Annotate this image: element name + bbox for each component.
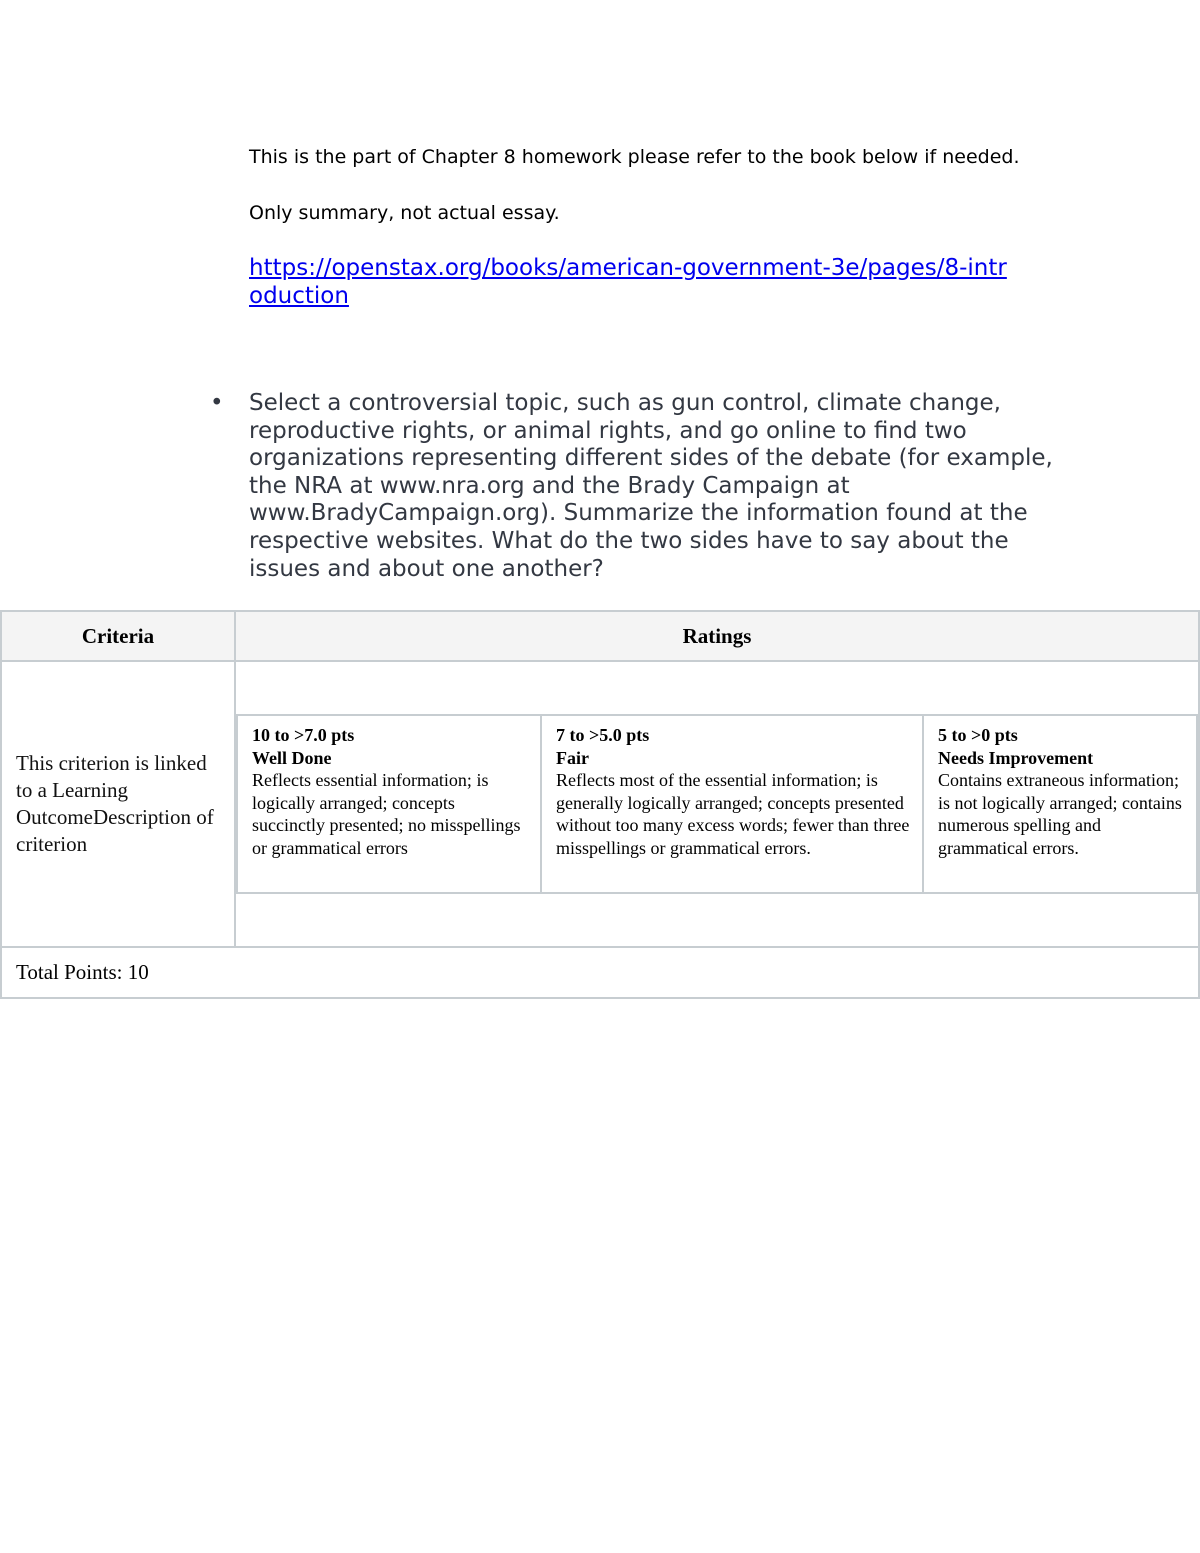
ratings-header: Ratings xyxy=(235,611,1199,661)
total-points: Total Points: 10 xyxy=(1,947,1199,998)
rating-needs-improvement xyxy=(923,715,1197,893)
criteria-header: Criteria xyxy=(1,611,235,661)
rating-name: Needs Improvement xyxy=(938,747,1094,768)
ratings-spacer-top xyxy=(236,662,1198,714)
assignment-bullet xyxy=(210,390,1070,583)
homework-note: This is the part of Chapter 8 homework please refer to the book below if needed. xyxy=(249,146,1020,168)
ratings-cell xyxy=(235,661,1199,947)
rating-points: 10 to >7.0 pts xyxy=(252,725,355,745)
criterion-description: This criterion is linked to a Learning OutcomeDescription of criterion xyxy=(1,661,235,947)
intro-section xyxy=(249,143,1049,310)
summary-note: Only summary, not actual essay. xyxy=(249,202,560,224)
rating-well-done xyxy=(237,715,541,893)
ratings-table xyxy=(236,714,1198,894)
rating-points: 7 to >5.0 pts xyxy=(556,725,650,745)
rating-name: Fair xyxy=(556,747,589,768)
rating-description: Contains extraneous information; is not logically arranged; contains numerous spelling and grammatical errors. xyxy=(938,770,1182,858)
rating-points: 5 to >0 pts xyxy=(938,725,1018,745)
rating-name: Well Done xyxy=(252,747,332,768)
rating-description: Reflects most of the essential information; is generally logically arranged; concepts presented without too many excess words; fewer than three misspellings or grammatical errors. xyxy=(556,770,910,858)
assignment-prompt: Select a controversial topic, such as gun control, climate change, reproductive rights, or animal rights, and go online to find two organizations representing different sides of the debate (for example, the NRA at www.nra.org and the Brady Campaign at www.BradyCampaign.org). Summarize the information found at the respective websites. What do the two sides have to say about the issues and about one another? xyxy=(249,390,1053,582)
rating-fair xyxy=(541,715,923,893)
bullet-marker: • xyxy=(210,390,224,416)
rating-description: Reflects essential information; is logically arranged; concepts succinctly presented; no misspellings or grammatical errors xyxy=(252,770,521,858)
openstax-link[interactable]: https://openstax.org/books/american-government-3e/pages/8-introduction xyxy=(249,255,1007,309)
ratings-spacer-bottom xyxy=(236,894,1198,946)
rubric-table xyxy=(0,610,1200,999)
